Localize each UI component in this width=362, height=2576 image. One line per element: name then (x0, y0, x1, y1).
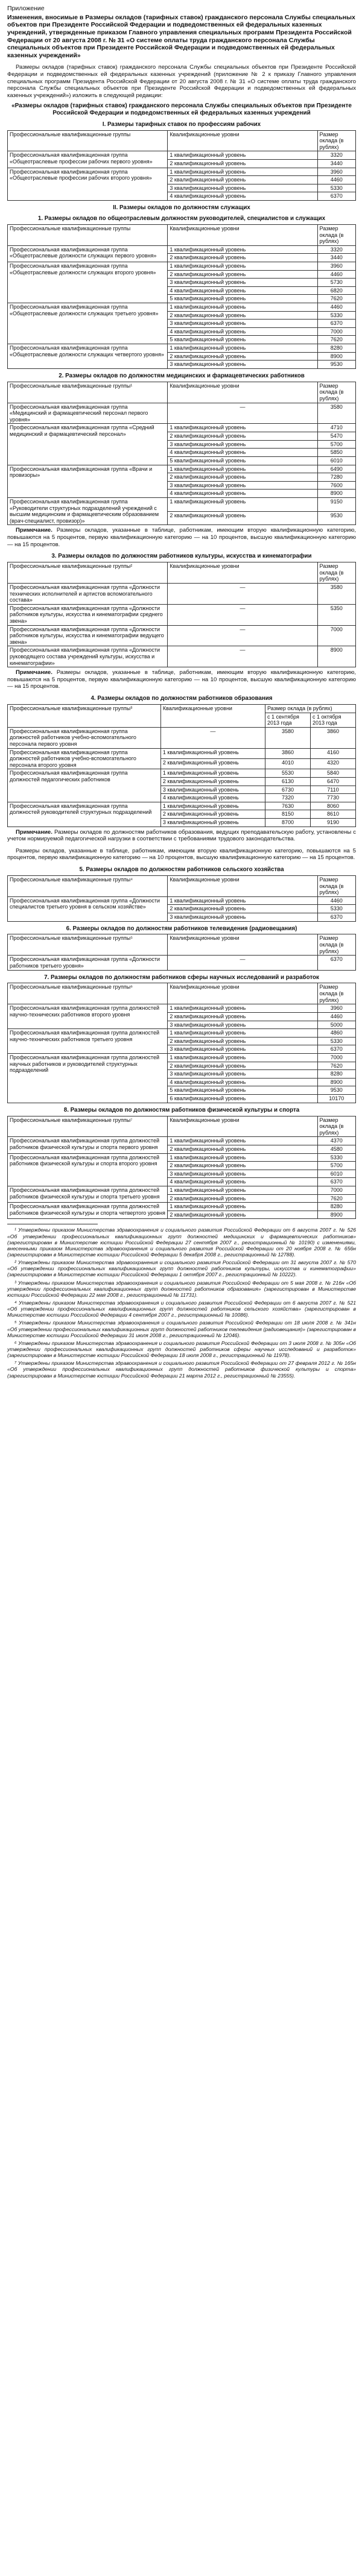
general-positions-table (7, 224, 356, 369)
table-row (8, 403, 356, 424)
salary-value-cell: 6010 (317, 1170, 355, 1178)
subsection-5-heading: 5. Размеры окладов по должностям работников сельского хозяйства (79, 866, 284, 873)
salary-value-cell: 4460 (317, 303, 355, 312)
qualification-group-cell: Профессиональная квалификационная группа «Медицинский и фармацевтический персонал первого уровня» (8, 403, 168, 424)
note-text: Размеры окладов, указанные в таблице, работникам, имеющим вторую квалификационную категорию, повышаются на 5 процентов, первую квалификационную категорию — на 10 процентов, высшую квалификационную категорию — на 15 процентов. (7, 669, 356, 690)
qualification-level-cell: 3 квалификационный уровень (168, 361, 317, 369)
col-levels-header: Квалификационные уровни (168, 1116, 317, 1137)
qualification-level-cell: 6 квалификационный уровень (168, 1095, 317, 1103)
note-label: Примечание. (16, 669, 52, 676)
qualification-level-cell: 1 квалификационный уровень (160, 748, 265, 758)
qualification-level-cell: 1 квалификационный уровень (168, 344, 317, 353)
document-title: Изменения, вносимые в Размеры окладов (тарифных ставок) гражданского персонала Службы специальных объектов при Президенте Российской Федерации и подведомственных ей федеральных казенных учреждений, утвержденные приказом Главного управления специальных программ Президента Российской Федерации от 20 августа 2008 г. № 31 «О системе оплаты труда гражданского персонала Службы специальных объектов при Президенте Российской Федерации и подведомственных ей федеральных казенных учреждений» (7, 13, 355, 59)
qualification-level-cell: 2 квалификационный уровень (160, 777, 265, 786)
education-note-2: Размеры окладов, указанные в таблице, работникам, имеющим вторую квалификационную категорию, повышаются на 5 процентов, первую квалификационную категорию — на 10 процентов, высшую квалификационную категорию — на 15 процентов. (7, 847, 356, 861)
salary-value-cell: 5350 (317, 604, 355, 625)
table-row (8, 1137, 356, 1145)
qualification-level-cell: 1 квалификационный уровень (168, 1186, 317, 1195)
qualification-level-cell: 2 квалификационный уровень (168, 270, 317, 279)
salary-value-cell: 7000 (317, 625, 355, 646)
salary-value-cell: 5840 (310, 769, 355, 778)
qualification-group-cell: Профессиональная квалификационная группа должностей научных работников и руководителей структурных подразделений (8, 1053, 168, 1103)
salary-value-cell: 3960 (317, 1004, 355, 1013)
salary-value-cell: 7320 (265, 794, 310, 802)
qualification-group-cell: Профессиональная квалификационная группа должностей работников физической культуры и спорта четвертого уровня (8, 1203, 168, 1219)
main-heading: «Размеры окладов (тарифных ставок) гражданского персонала Службы специальных объектов при Президенте Российской Федерации и подведомственных ей федеральных казенных учреждений (11, 102, 352, 117)
qualification-group-cell: Профессиональная квалификационная группа «Общеотраслевые должности служащих второго уровня» (8, 262, 168, 303)
col-groups-header: Профессиональные квалификационные группы⁶ (8, 983, 168, 1004)
note-text: Размеры окладов по должностям работников образования, ведущих преподавательскую работу, установлены с учетом нормируемой педагогической нагрузки в соответствии с требованиями трудового законодательства. (7, 828, 356, 843)
salary-value-cell: 6370 (317, 1178, 355, 1186)
salary-value-cell: 4860 (317, 1029, 355, 1038)
qualification-level-cell: 1 квалификационный уровень (168, 896, 317, 905)
section-2-heading: II. Размеры окладов по должностям служащих (113, 204, 250, 212)
workers-rates-table (7, 130, 356, 201)
table-body (8, 956, 356, 970)
salary-value-cell: 3580 (317, 403, 355, 424)
qualification-level-cell: — (160, 727, 265, 748)
qualification-group-cell: Профессиональная квалификационная группа должностей работников физической культуры и спорта третьего уровня (8, 1186, 168, 1203)
qualification-level-cell: 2 квалификационный уровень (168, 254, 317, 262)
col-groups-header: Профессиональные квалификационные группы² (8, 562, 168, 584)
table-body (8, 583, 356, 667)
salary-value-cell: 8900 (317, 1211, 355, 1219)
salary-value-cell: 4460 (317, 270, 355, 279)
col-levels-header: Квалификационные уровни (168, 875, 317, 896)
salary-value-cell: 6470 (310, 777, 355, 786)
qualification-level-cell: 1 квалификационный уровень (168, 1203, 317, 1211)
salary-value-cell: 7000 (317, 1053, 355, 1062)
qualification-level-cell: 5 квалификационный уровень (168, 456, 317, 465)
salary-value-cell: 6010 (317, 456, 355, 465)
col-salary-header: Размер оклада (в рублях) (317, 224, 355, 245)
table-body (8, 896, 356, 921)
qualification-level-cell: 1 квалификационный уровень (168, 1053, 317, 1062)
qualification-group-cell: Профессиональная квалификационная группа должностей научно-технических работников третьего уровня (8, 1029, 168, 1054)
table-body (8, 727, 356, 827)
medical-positions-table (7, 382, 356, 526)
col-salary-header: Размер оклада (в рублях) (317, 875, 355, 896)
salary-value-cell: 4010 (265, 758, 310, 769)
table-body (8, 151, 356, 201)
research-positions-table (7, 983, 356, 1103)
footnote: ² Утверждены приказом Министерства здравоохранения и социального развития Российской Федерации от 31 августа 2007 г. № 570 «Об утверждении профессиональных квалификационных групп должностей работников культуры, искусства и кинематографии» (зарегистрирован в Министерстве юстиции Российской Федерации 1 октября 2007 г., регистрационный № 10222). (7, 1259, 356, 1278)
salary-value-cell: 3320 (317, 151, 355, 160)
qualification-level-cell: 2 квалификационный уровень (168, 511, 317, 525)
qualification-level-cell: 2 квалификационный уровень (168, 160, 317, 168)
qualification-group-cell: Профессиональная квалификационная группа должностей работников учебно-вспомогательного персонала второго уровня (8, 748, 161, 769)
salary-value-cell: 7620 (317, 336, 355, 344)
agriculture-positions-table (7, 875, 356, 922)
qualification-level-cell: 3 квалификационный уровень (168, 1021, 317, 1029)
table-row (8, 465, 356, 473)
qualification-level-cell: — (168, 604, 317, 625)
salary-value-cell: 7000 (317, 1186, 355, 1195)
qualification-level-cell: 3 квалификационный уровень (160, 786, 265, 794)
qualification-level-cell: 4 квалификационный уровень (168, 449, 317, 457)
qualification-level-cell: 3 квалификационный уровень (168, 1170, 317, 1178)
salary-value-cell: 3580 (317, 583, 355, 604)
col-levels-header: Квалификационные уровни (168, 934, 317, 956)
footnote: ¹ Утверждены приказом Министерства здравоохранения и социального развития Российской Федерации от 6 августа 2007 г. № 526 «Об утверждении профессиональных квалификационных групп должностей медицинских и фармацевтических работников» (зарегистрирован в Министерстве юстиции Российской Федерации 27 сентября 2007 г., регистрационный № 10190) с изменениями, внесенными приказом Министерства здравоохранения и социального развития Российской Федерации от 20 ноября 2008 г. № 656н (зарегистрирован в Министерстве юстиции Российской Федерации 5 декабря 2008 г., регистрационный № 12788). (7, 1227, 356, 1258)
qualification-level-cell: 2 квалификационный уровень (168, 1194, 317, 1203)
sport-positions-table (7, 1116, 356, 1220)
salary-value-cell: 4160 (310, 748, 355, 758)
salary-value-cell: 5330 (317, 311, 355, 320)
qualification-level-cell: 2 квалификационный уровень (168, 1012, 317, 1021)
salary-value-cell: 6370 (317, 956, 355, 970)
qualification-level-cell: 3 квалификационный уровень (168, 184, 317, 192)
qualification-group-cell: Профессиональная квалификационная группа «Должности руководящего состава учреждений культуры, искусства и кинематографии» (8, 646, 168, 667)
qualification-level-cell: 4 квалификационный уровень (168, 1178, 317, 1186)
salary-value-cell: 8060 (310, 802, 355, 810)
salary-value-cell: 3960 (317, 262, 355, 270)
salary-value-cell: 9530 (317, 361, 355, 369)
col-salary-header: Размер оклада (в рублях) (317, 562, 355, 584)
salary-value-cell: 6370 (317, 192, 355, 201)
qualification-level-cell: 3 квалификационный уровень (168, 913, 317, 921)
salary-value-cell: 7000 (317, 327, 355, 336)
television-positions-table (7, 934, 356, 970)
col-groups-header: Профессиональные квалификационные группы⁷ (8, 1116, 168, 1137)
qualification-level-cell: — (168, 646, 317, 667)
qualification-level-cell: — (168, 403, 317, 424)
salary-value-cell: 8900 (317, 646, 355, 667)
table-row (8, 604, 356, 625)
table-row (8, 625, 356, 646)
qualification-level-cell: 4 квалификационный уровень (168, 192, 317, 201)
table-row (8, 1186, 356, 1195)
salary-value-cell: 9530 (317, 511, 355, 525)
qualification-level-cell: 5 квалификационный уровень (168, 1086, 317, 1095)
qualification-level-cell: 3 квалификационный уровень (168, 1045, 317, 1054)
salary-value-cell: 9190 (310, 819, 355, 827)
salary-value-cell: 3860 (265, 748, 310, 758)
qualification-group-cell: Профессиональная квалификационная группа должностей работников учебно-вспомогательного персонала первого уровня (8, 727, 161, 748)
table-row (8, 956, 356, 970)
qualification-level-cell: 1 квалификационный уровень (168, 465, 317, 473)
qualification-group-cell: Профессиональная квалификационная группа «Должности работников культуры, искусства и кинематографии ведущего звена» (8, 625, 168, 646)
qualification-level-cell: 1 квалификационный уровень (160, 802, 265, 810)
salary-value-cell: 6130 (265, 777, 310, 786)
qualification-level-cell: 4 квалификационный уровень (168, 490, 317, 498)
salary-value-cell: 3580 (265, 727, 310, 748)
salary-value-cell: 6730 (265, 786, 310, 794)
salary-value-cell: 8610 (310, 810, 355, 819)
table-row (8, 344, 356, 353)
salary-value-cell: 5530 (265, 769, 310, 778)
qualification-level-cell: 3 квалификационный уровень (168, 279, 317, 287)
col-groups-header: Профессиональные квалификационные группы¹ (8, 382, 168, 403)
qualification-group-cell: Профессиональная квалификационная группа должностей педагогических работников (8, 769, 161, 802)
culture-note (7, 669, 356, 690)
table-row (8, 1053, 356, 1062)
education-positions-table (7, 704, 356, 827)
footnote: ³ Утверждены приказом Министерства здравоохранения и социального развития Российской Федерации от 5 мая 2008 г. № 216н «Об утверждении профессиональных квалификационных групп должностей работников образования» (зарегистрирован в Министерстве юстиции Российской Федерации 22 мая 2008 г., регистрационный № 11731). (7, 1279, 356, 1298)
qualification-level-cell: 1 квалификационный уровень (168, 303, 317, 312)
qualification-level-cell: 2 квалификационный уровень (168, 311, 317, 320)
col-levels-header: Квалификационные уровни (168, 130, 317, 151)
qualification-level-cell: 3 квалификационный уровень (168, 1070, 317, 1079)
qualification-level-cell: 3 квалификационный уровень (168, 440, 317, 449)
table-row (8, 769, 356, 778)
col-groups-header: Профессиональные квалификационные группы⁴ (8, 875, 168, 896)
col-levels-header: Квалификационные уровни (168, 983, 317, 1004)
col-salary-header: Размер оклада (в рублях) (317, 983, 355, 1004)
salary-value-cell: 6820 (317, 286, 355, 295)
table-row (8, 245, 356, 254)
qualification-group-cell: Профессиональная квалификационная группа «Общеотраслевые профессии рабочих второго уровня» (8, 168, 168, 200)
qualification-group-cell: Профессиональная квалификационная группа должностей работников физической культуры и спорта второго уровня (8, 1153, 168, 1186)
qualification-level-cell: 2 квалификационный уровень (168, 1062, 317, 1070)
qualification-group-cell: Профессиональная квалификационная группа «Должности технических исполнителей и артистов вспомогательного состава» (8, 583, 168, 604)
medical-note (7, 527, 356, 548)
footnote: ⁴ Утверждены приказом Министерства здравоохранения и социального развития Российской Федерации от 6 августа 2007 г. № 521 «Об утверждении профессиональных квалификационных групп должностей работников сельского хозяйства» (зарегистрирован в Министерстве юстиции Российской Федерации 4 сентября 2007 г., регистрационный № 10086). (7, 1300, 356, 1318)
footnote: ⁷ Утверждены приказом Министерства здравоохранения и социального развития Российской Федерации от 27 февраля 2012 г. № 165н «Об утверждении профессиональных квалификационных групп должностей работников физической культуры и спорта» (зарегистрирован в Министерстве юстиции Российской Федерации 21 марта 2012 г., регистрационный № 23555). (7, 1360, 356, 1379)
col-salary-header: Размер оклада (в рублях) (317, 382, 355, 403)
col-groups-header: Профессиональные квалификационные группы⁵ (8, 934, 168, 956)
table-body (8, 245, 356, 368)
salary-value-cell: 4370 (317, 1137, 355, 1145)
subsection-8-heading: 8. Размеры окладов по должностям работников физической культуры и спорта (63, 1106, 300, 1113)
col-salary-header: Размер оклада (в рублях) (317, 130, 355, 151)
col-salary-oct-header: с 1 октября 2013 года (310, 713, 355, 727)
salary-value-cell: 7620 (317, 1062, 355, 1070)
col-salary-header: Размер оклада (в рублях) (317, 1116, 355, 1137)
table-row (8, 1004, 356, 1013)
table-body (8, 1137, 356, 1219)
qualification-level-cell: 3 квалификационный уровень (168, 320, 317, 328)
qualification-level-cell: 4 квалификационный уровень (168, 1078, 317, 1086)
qualification-group-cell: Профессиональная квалификационная группа «Общеотраслевые должности служащих четвертого уровня» (8, 344, 168, 369)
salary-value-cell: 6490 (317, 465, 355, 473)
salary-value-cell: 5700 (317, 1162, 355, 1170)
salary-value-cell: 3320 (317, 245, 355, 254)
qualification-level-cell: 1 квалификационный уровень (168, 497, 317, 511)
salary-value-cell: 5330 (317, 905, 355, 913)
table-row (8, 168, 356, 176)
qualification-group-cell: Профессиональная квалификационная группа должностей работников физической культуры и спорта первого уровня (8, 1137, 168, 1153)
footnote: ⁶ Утверждены приказом Министерства здравоохранения и социального развития Российской Федерации от 3 июля 2008 г. № 305н «Об утверждении профессиональных квалификационных групп должностей работников сферы научных исследований и разработок» (зарегистрирован в Министерстве юстиции Российской Федерации 18 июля 2008 г., регистрационный № 11978). (7, 1340, 356, 1359)
table-row (8, 303, 356, 312)
salary-value-cell: 8900 (317, 490, 355, 498)
qualification-level-cell: 2 квалификационный уровень (168, 1211, 317, 1219)
qualification-group-cell: Профессиональная квалификационная группа «Должности работников культуры, искусства и кинематографии среднего звена» (8, 604, 168, 625)
qualification-level-cell: — (168, 583, 317, 604)
qualification-level-cell: 2 квалификационный уровень (168, 473, 317, 482)
salary-value-cell: 4710 (317, 424, 355, 432)
qualification-level-cell: 2 квалификационный уровень (168, 1037, 317, 1045)
qualification-level-cell: 1 квалификационный уровень (168, 1153, 317, 1162)
salary-value-cell: 5700 (317, 440, 355, 449)
qualification-group-cell: Профессиональная квалификационная группа должностей руководителей структурных подразделений (8, 802, 161, 827)
salary-value-cell: 8900 (317, 1078, 355, 1086)
salary-value-cell: 7620 (317, 295, 355, 303)
table-row (8, 1203, 356, 1211)
salary-value-cell: 5850 (317, 449, 355, 457)
culture-positions-table (7, 562, 356, 667)
qualification-level-cell: 1 квалификационный уровень (168, 168, 317, 176)
col-groups-header: Профессиональные квалификационные группы (8, 130, 168, 151)
salary-value-cell: 8700 (265, 819, 310, 827)
qualification-group-cell: Профессиональная квалификационная группа «Общеотраслевые должности служащих первого уровня» (8, 245, 168, 262)
salary-value-cell: 5330 (317, 1037, 355, 1045)
subsection-4-heading: 4. Размеры окладов по должностям работников образования (91, 694, 273, 702)
table-row (8, 262, 356, 270)
qualification-level-cell: 1 квалификационный уровень (168, 1029, 317, 1038)
salary-value-cell: 5730 (317, 279, 355, 287)
subsection-2-heading: 2. Размеры окладов по должностям медицинских и фармацевтических работников (59, 372, 305, 379)
col-levels-header: Квалификационные уровни (160, 704, 265, 727)
col-salary-header: Размер оклада (в рублях) (265, 704, 355, 713)
salary-value-cell: 8280 (317, 1203, 355, 1211)
table-row (8, 1153, 356, 1162)
subsection-6-heading: 6. Размеры окладов по должностям работников телевидения (радиовещания) (66, 925, 297, 932)
qualification-level-cell: 2 квалификационный уровень (160, 758, 265, 769)
table-row (8, 748, 356, 758)
note-text: Размеры окладов, указанные в таблице, работникам, имеющим вторую квалификационную категорию, повышаются на 5 процентов, первую квалификационную категорию — на 10 процентов, высшую квалификационную категорию — на 15 процентов. (7, 527, 356, 548)
footnotes (7, 1227, 356, 1378)
qualification-level-cell: 1 квалификационный уровень (168, 1137, 317, 1145)
salary-value-cell: 10170 (317, 1095, 355, 1103)
salary-value-cell: 5470 (317, 432, 355, 441)
qualification-level-cell: 3 квалификационный уровень (160, 819, 265, 827)
qualification-group-cell: Профессиональная квалификационная группа «Средний медицинский и фармацевтический персонал» (8, 424, 168, 465)
table-row (8, 802, 356, 810)
salary-value-cell: 8900 (317, 352, 355, 361)
col-levels-header: Квалификационные уровни (168, 382, 317, 403)
qualification-group-cell: Профессиональная квалификационная группа «Должности работников третьего уровня» (8, 956, 168, 970)
qualification-level-cell: — (168, 625, 317, 646)
salary-value-cell: 4460 (317, 1012, 355, 1021)
table-row (8, 727, 356, 748)
table-row (8, 497, 356, 511)
qualification-group-cell: Профессиональная квалификационная группа «Должности специалистов третьего уровня в сельском хозяйстве» (8, 896, 168, 921)
salary-value-cell: 8280 (317, 1070, 355, 1079)
table-body (8, 403, 356, 525)
qualification-level-cell: 2 квалификационный уровень (168, 1145, 317, 1153)
qualification-level-cell: 2 квалификационный уровень (168, 905, 317, 913)
salary-value-cell: 8150 (265, 810, 310, 819)
salary-value-cell: 7630 (265, 802, 310, 810)
qualification-level-cell: 1 квалификационный уровень (168, 151, 317, 160)
col-levels-header: Квалификационные уровни (168, 562, 317, 584)
salary-value-cell: 4460 (317, 896, 355, 905)
qualification-level-cell: 2 квалификационный уровень (168, 432, 317, 441)
salary-value-cell: 3960 (317, 168, 355, 176)
salary-value-cell: 5000 (317, 1021, 355, 1029)
salary-value-cell: 3440 (317, 160, 355, 168)
qualification-level-cell: 2 квалификационный уровень (168, 352, 317, 361)
table-row (8, 424, 356, 432)
qualification-level-cell: 5 квалификационный уровень (168, 336, 317, 344)
qualification-level-cell: 2 квалификационный уровень (168, 176, 317, 184)
salary-value-cell: 3440 (317, 254, 355, 262)
subsection-1-heading: 1. Размеры окладов по общеотраслевым должностям руководителей, специалистов и служащих (37, 215, 326, 222)
salary-value-cell: 9150 (317, 497, 355, 511)
qualification-level-cell: 1 квалификационный уровень (168, 262, 317, 270)
salary-value-cell: 5330 (317, 1153, 355, 1162)
qualification-level-cell: — (168, 956, 317, 970)
qualification-level-cell: 1 квалификационный уровень (168, 424, 317, 432)
salary-value-cell: 4460 (317, 176, 355, 184)
salary-value-cell: 5330 (317, 184, 355, 192)
intro-paragraph: Размеры окладов (тарифных ставок) гражданского персонала Службы специальных объектов при Президенте Российской Федерации и подведомственных ей федеральных казенных учреждений (приложение № 2 к приказу Главного управления специальных программ Президента Российской Федерации от 20 августа 2008 г. № 31 «О системе оплаты труда гражданского персонала Службы специальных объектов при Президенте Российской Федерации и подведомственных ей федеральных казенных учреждений») изложить в следующей редакции: (7, 64, 356, 99)
qualification-group-cell: Профессиональная квалификационная группа «Общеотраслевые профессии рабочих первого уровня» (8, 151, 168, 168)
qualification-level-cell: 3 квалификационный уровень (168, 481, 317, 490)
qualification-group-cell: Профессиональная квалификационная группа «Общеотраслевые должности служащих третьего уровня» (8, 303, 168, 344)
table-row (8, 583, 356, 604)
salary-value-cell: 8280 (317, 344, 355, 353)
salary-value-cell: 3860 (310, 727, 355, 748)
col-salary-sep-header: с 1 сентября 2013 года (265, 713, 310, 727)
qualification-level-cell: 2 квалификационный уровень (168, 1162, 317, 1170)
table-row (8, 646, 356, 667)
col-groups-header: Профессиональные квалификационные группы (8, 224, 168, 245)
table-row (8, 151, 356, 160)
qualification-level-cell: 4 квалификационный уровень (160, 794, 265, 802)
salary-value-cell: 7600 (317, 481, 355, 490)
education-note (7, 829, 356, 843)
salary-value-cell: 7110 (310, 786, 355, 794)
qualification-level-cell: 1 квалификационный уровень (168, 245, 317, 254)
qualification-level-cell: 4 квалификационный уровень (168, 286, 317, 295)
qualification-level-cell: 5 квалификационный уровень (168, 295, 317, 303)
appendix-label: Приложение (7, 5, 45, 12)
salary-value-cell: 6370 (317, 913, 355, 921)
section-1-heading: I. Размеры тарифных ставок по профессиям рабочих (102, 121, 261, 128)
salary-value-cell: 6370 (317, 320, 355, 328)
salary-value-cell: 9530 (317, 1086, 355, 1095)
footnote: ⁵ Утверждены приказом Министерства здравоохранения и социального развития Российской Федерации от 18 июля 2008 г. № 341н «Об утверждении профессиональных квалификационных групп должностей работников телевидения (радиовещания)» (зарегистрирован в Министерстве юстиции Российской Федерации 31 июля 2008 г., регистрационный № 12046). (7, 1320, 356, 1338)
salary-value-cell: 7280 (317, 473, 355, 482)
table-row (8, 1029, 356, 1038)
qualification-group-cell: Профессиональная квалификационная группа должностей научно-технических работников второго уровня (8, 1004, 168, 1029)
salary-value-cell: 4320 (310, 758, 355, 769)
note-label: Примечание. (16, 828, 52, 836)
salary-value-cell: 7620 (317, 1194, 355, 1203)
salary-value-cell: 7730 (310, 794, 355, 802)
col-levels-header: Квалификационные уровни (168, 224, 317, 245)
col-salary-header: Размер оклада (в рублях) (317, 934, 355, 956)
qualification-level-cell: 1 квалификационный уровень (160, 769, 265, 778)
qualification-level-cell: 4 квалификационный уровень (168, 327, 317, 336)
note-label: Примечание. (16, 527, 52, 534)
table-row (8, 896, 356, 905)
qualification-group-cell: Профессиональная квалификационная группа «Врачи и провизоры» (8, 465, 168, 497)
subsection-3-heading: 3. Размеры окладов по должностям работников культуры, искусства и кинематографии (51, 553, 312, 560)
qualification-group-cell: Профессиональная квалификационная группа «Руководители структурных подразделений учреждений с высшим медицинским и фармацевтическим образованием (врач-специалист, провизор)» (8, 497, 168, 524)
salary-value-cell: 6370 (317, 1045, 355, 1054)
subsection-7-heading: 7. Размеры окладов по должностям работников сферы научных исследований и разработок (44, 974, 319, 981)
salary-value-cell: 4580 (317, 1145, 355, 1153)
qualification-level-cell: 2 квалификационный уровень (160, 810, 265, 819)
qualification-level-cell: 1 квалификационный уровень (168, 1004, 317, 1013)
table-body (8, 1004, 356, 1103)
col-groups-header: Профессиональные квалификационные группы³ (8, 704, 161, 727)
